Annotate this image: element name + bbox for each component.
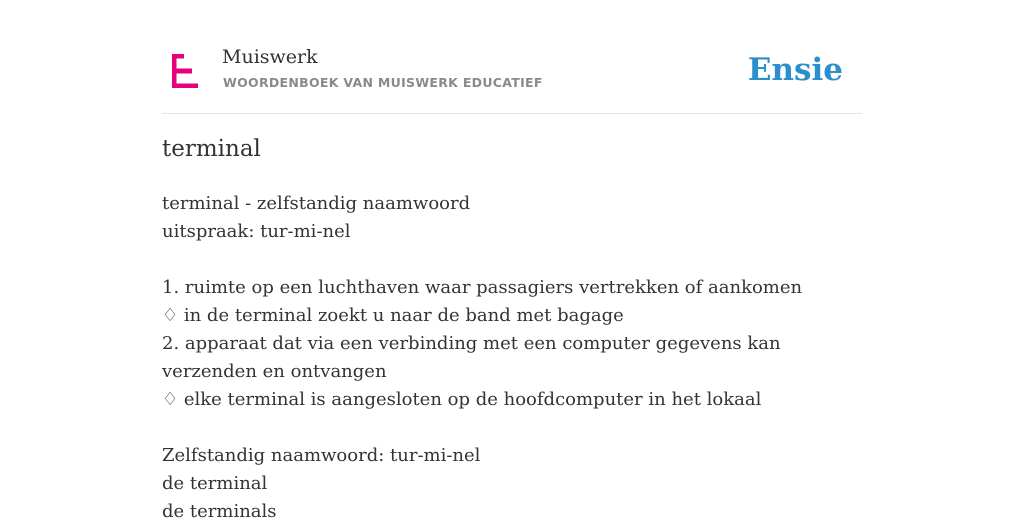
definition-line: 1. ruimte op een luchthaven waar passagiers vertrekken of aankomen: [162, 277, 803, 298]
page: [162, 0, 862, 522]
site-title[interactable]: Muiswerk: [222, 46, 318, 68]
ensie-brand-link[interactable]: Ensie: [747, 52, 843, 88]
definition-body: [162, 190, 862, 526]
entry-title: terminal: [162, 136, 261, 162]
muiswerk-logo-icon[interactable]: [172, 54, 200, 88]
blank-line: [162, 414, 862, 442]
blank-line: [162, 246, 862, 274]
site-header: [162, 0, 862, 114]
definition-line: ♢ in de terminal zoekt u naar de band met bagage: [162, 305, 624, 326]
definition-line: ♢ elke terminal is aangesloten op de hoofdcomputer in het lokaal: [162, 389, 762, 410]
definition-line: uitspraak: tur-mi-nel: [162, 221, 351, 242]
definition-line: terminal - zelfstandig naamwoord: [162, 193, 471, 214]
definition-line: Zelfstandig naamwoord: tur-mi-nel: [162, 445, 481, 466]
definition-line: de terminal: [162, 473, 268, 494]
definition-line: de terminals: [162, 501, 277, 522]
definition-line: 2. apparaat dat via een verbinding met een computer gegevens kan verzenden en ontvangen: [162, 333, 781, 382]
site-subtitle: WOORDENBOEK VAN MUISWERK EDUCATIEF: [223, 75, 543, 90]
